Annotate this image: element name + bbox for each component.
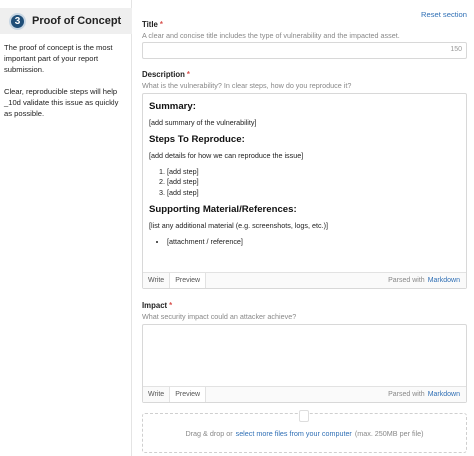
step-description	[4, 42, 128, 130]
step-header	[0, 8, 132, 34]
select-files-link[interactable]: select more files from your computer	[235, 428, 352, 438]
title-char-counter: 150	[450, 46, 462, 53]
markdown-link[interactable]: Markdown	[427, 277, 460, 284]
list-item: 2. [add step]	[167, 177, 460, 187]
dropzone-suffix: (max. 250MB per file)	[354, 428, 424, 438]
step-sidebar	[0, 0, 132, 456]
tab-preview[interactable]: Preview	[170, 387, 206, 402]
reset-section-link[interactable]: Reset section	[420, 10, 467, 19]
tab-write[interactable]: Write	[143, 387, 170, 402]
md-attachments-list	[167, 237, 460, 247]
dropzone-prefix: Drag & drop or	[185, 428, 233, 438]
step-title: Proof of Concept	[32, 15, 122, 27]
md-heading-steps: Steps To Reproduce:	[149, 134, 245, 145]
impact-editor-footer	[143, 386, 466, 402]
parsed-with-text: Parsed with	[388, 391, 425, 398]
impact-textarea[interactable]	[143, 325, 466, 386]
parsed-with-text: Parsed with	[388, 277, 425, 284]
file-dropzone[interactable]	[142, 413, 467, 453]
title-required-mark: *	[159, 20, 163, 29]
impact-editor[interactable]	[142, 324, 467, 403]
description-label-text: Description	[142, 70, 185, 79]
impact-label-text: Impact	[142, 301, 168, 310]
step-number-badge: 3	[9, 13, 26, 30]
md-steps-list	[167, 167, 460, 198]
md-paragraph-summary: [add summary of the vulnerability]	[149, 118, 257, 127]
impact-required-mark: *	[169, 301, 173, 310]
md-paragraph-steps: [add details for how we can reproduce the issue]	[149, 151, 304, 160]
title-label-text: Title	[142, 20, 158, 29]
description-editor-footer	[143, 272, 466, 288]
description-editor[interactable]	[142, 93, 467, 289]
list-item: 1. [add step]	[167, 167, 460, 177]
list-item: 3. [add step]	[167, 188, 460, 198]
list-item: • [attachment / reference]	[167, 237, 460, 247]
impact-hint: What security impact could an attacker achieve?	[142, 312, 297, 321]
parsed-with-markdown	[388, 387, 466, 402]
md-heading-support: Supporting Material/References:	[149, 204, 297, 216]
tab-preview[interactable]: Preview	[170, 273, 206, 288]
impact-label	[142, 301, 172, 310]
description-label	[142, 70, 190, 79]
description-textarea[interactable]	[143, 94, 466, 272]
step-description-1: The proof of concept is the most important part of your report submission.	[4, 43, 113, 74]
description-required-mark: *	[186, 70, 190, 79]
title-label	[142, 20, 163, 29]
step-description-2: Clear, reproducible steps will help _10d validate this issue as quickly as possible.	[4, 87, 119, 118]
upload-file-icon	[299, 410, 309, 422]
description-hint: What is the vulnerability? In clear steps, how do you reproduce it?	[142, 81, 352, 90]
title-hint: A clear and concise title includes the type of vulnerability and the impacted asset.	[142, 31, 400, 40]
md-paragraph-support: [list any additional material (e.g. screenshots, logs, etc.)]	[149, 221, 328, 231]
parsed-with-markdown	[388, 273, 466, 288]
tab-write[interactable]: Write	[143, 273, 170, 288]
md-heading-summary: Summary:	[149, 101, 196, 112]
title-input[interactable]	[142, 42, 467, 59]
markdown-link[interactable]: Markdown	[427, 391, 460, 398]
